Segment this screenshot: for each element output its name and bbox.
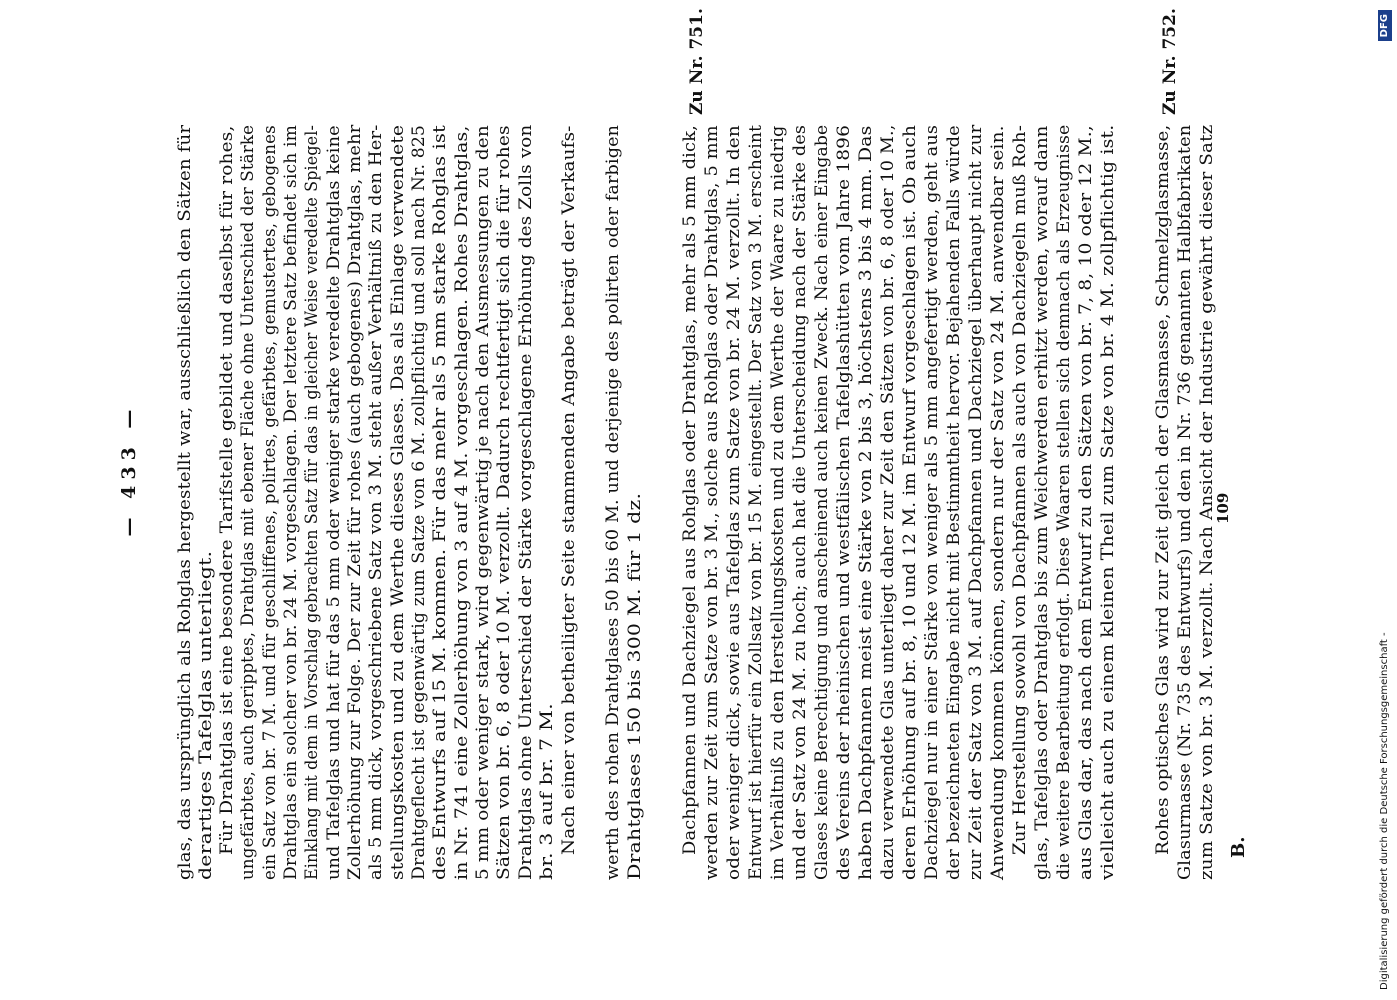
dfg-logo: DFG	[1378, 10, 1392, 41]
text-line: Glasurmasse (Nr. 735 des Entwurfs) und den in Nr. 736 genannten Halbfabrikaten	[1175, 124, 1194, 880]
page-number: — 433 —	[118, 403, 140, 537]
text-line: als 5 mm dick, vorgeschriebene Satz von 3 M. steht außer Verhältniß zu den Her-	[366, 124, 385, 880]
text-line: zum Satze von br. 3 M. verzollt. Nach Ansicht der Industrie gewährt dieser Satz	[1197, 124, 1216, 880]
text-line: vielleicht auch zu einem kleinen Theil zum Satze von br. 4 M. zollpflichtig ist.	[1098, 124, 1117, 880]
text-line: Drahtglas ein solcher von br. 24 M. vorgeschlagen. Der letztere Satz befindet sich im	[281, 124, 300, 880]
text-line: Nach einer von betheiligter Seite stammenden Angabe beträgt der Verkaufs-	[559, 125, 578, 855]
text-line: Dachpfannen und Dachziegel aus Rohglas oder Drahtglas, mehr als 5 mm dick,	[680, 125, 699, 855]
text-line: stellungskosten und zu dem Werthe dieses Glases. Das als Einlage verwendete	[388, 124, 407, 880]
text-line: Rohes optisches Glas wird zur Zeit gleich der Glasmasse, Schmelzglasmasse,	[1153, 124, 1172, 855]
text-line: glas, das ursprünglich als Rohglas hergestellt war, ausschließlich den Sätzen für	[175, 124, 194, 880]
text-line: dazu verwendete Glas unterliegt daher zur Zeit den Sätzen von br. 6, 8 oder 10 M.,	[878, 124, 897, 880]
text-line: Einklang mit dem in Vorschlag gebrachten Satz für das in gleicher Weise veredelte Spiegel-	[302, 125, 321, 880]
text-line: Entwurf ist hierfür ein Zollsatz von br. 15 M. eingestellt. Der Satz von 3 M. erscheint	[746, 124, 765, 880]
text-line: oder weniger dick, sowie aus Tafelglas zum Satze von br. 24 M. verzollt. In den	[724, 125, 743, 880]
text-line: in Nr. 741 eine Zollerhöhung von 3 auf 4 M. vorgeschlagen. Rohes Drahtglas,	[452, 125, 471, 880]
text-line: zur Zeit der Satz von 3 M. auf Dachpfannen und Dachziegel überhaupt nicht zur	[966, 124, 985, 880]
text-line: haben Dachpfannen meist eine Stärke von 2 bis 3, höchstens 3 bis 4 mm. Das	[856, 125, 875, 880]
sheet-number: 109	[1214, 492, 1232, 524]
text-line: des Vereins der rheinischen und westfälischen Tafelglashütten vom Jahre 1896	[834, 124, 853, 880]
text-line: und Tafelglas und hat für das 5 mm oder weniger starke veredelte Drahtglas keine	[324, 125, 343, 880]
text-line: und der Satz von 24 M. zu hoch; auch hat die Unterscheidung nach der Stärke des	[790, 124, 809, 880]
text-line: der bezeichneten Eingabe nicht mit Bestimmtheit hervor. Bejahenden Falls würde	[944, 125, 963, 880]
text-line: br. 3 auf br. 7 M.	[537, 703, 556, 880]
text-line: Drahtgeflecht ist gegenwärtig zum Satze von 6 M. zollpflichtig und soll nach Nr. 825	[409, 124, 428, 880]
text-line: werth des rohen Drahtglases 50 bis 60 M. und derjenige des polirten oder farbigen	[603, 124, 622, 880]
text-line: 5 mm oder weniger stark, wird gegenwärtig je nach den Ausmessungen zu den	[473, 125, 492, 880]
text-line: aus Glas dar, das nach dem Entwurf zu den Sätzen von br. 7, 8, 10 oder 12 M.,	[1076, 125, 1095, 880]
margin-note-751: Zu Nr. 751.	[687, 8, 707, 115]
text-line: Dachziegel nur in einer Stärke von weniger als 5 mm angefertigt werden, geht aus	[922, 124, 941, 880]
text-line: ungefärbtes, auch geripptes, Drahtglas mit ebener Fläche ohne Unterschied der Stärke	[238, 124, 257, 880]
text-line: Zur Herstellung sowohl von Dachpfannen als auch von Dachziegeln muß Roh-	[1010, 124, 1029, 855]
text-line: Anwendung kommen können, sondern nur der Satz von 24 M. anwendbar sein.	[988, 125, 1007, 880]
text-line: im Verhältniß zu den Herstellungskosten und zu dem Werthe der Waare zu niedrig	[768, 125, 787, 880]
text-line: ein Satz von br. 7 M. und für geschliffenes, polirtes, gefärbtes, gemustertes, gebogenes	[260, 125, 279, 880]
text-line: Drahtglas ohne Unterschied der Stärke vorgeschlagene Erhöhung des Zolls von	[516, 124, 535, 880]
text-line: deren Erhöhung auf br. 8, 10 und 12 M. im Entwurf vorgeschlagen ist. Ob auch	[900, 125, 919, 880]
text-line: Für Drahtglas ist eine besondere Tarifstelle gebildet und daselbst für rohes,	[217, 125, 236, 855]
digitization-notice: Digitalisierung gefördert durch die Deutsche Forschungsgemeinschaft -	[1379, 632, 1390, 990]
text-line: Glases keine Berechtigung und anscheinend auch keinen Zweck. Nach einer Eingabe	[812, 124, 831, 880]
margin-note-752: Zu Nr. 752.	[1160, 8, 1180, 115]
section-mark: B.	[1228, 836, 1249, 858]
text-line: glas, Tafelglas oder Drahtglas bis zum Weichwerden erhitzt werden, worauf dann	[1032, 125, 1051, 880]
text-line: Drahtglases 150 bis 300 M. für 1 dz.	[625, 492, 644, 880]
text-line: derartiges Tafelglas unterliegt.	[196, 550, 215, 880]
text-line: Sätzen von br. 6, 8 oder 10 M. verzollt. Dadurch rechtfertigt sich die für rohes	[494, 125, 513, 880]
text-line: die weitere Bearbeitung erfolgt. Diese Waaren stellen sich demnach als Erzeugnisse	[1054, 124, 1073, 880]
text-line: Zollerhöhung zur Folge. Der zur Zeit für rohes (auch gebogenes) Drahtglas, mehr	[345, 124, 364, 880]
digitization-footer	[1378, 10, 1392, 990]
text-line: des Entwurfs auf 15 M. kommen. Für das mehr als 5 mm starke Rohglas ist	[430, 125, 449, 880]
text-line: werden zur Zeit zum Satze von br. 3 M., solche aus Rohglas oder Drahtglas, 5 mm	[702, 125, 721, 880]
